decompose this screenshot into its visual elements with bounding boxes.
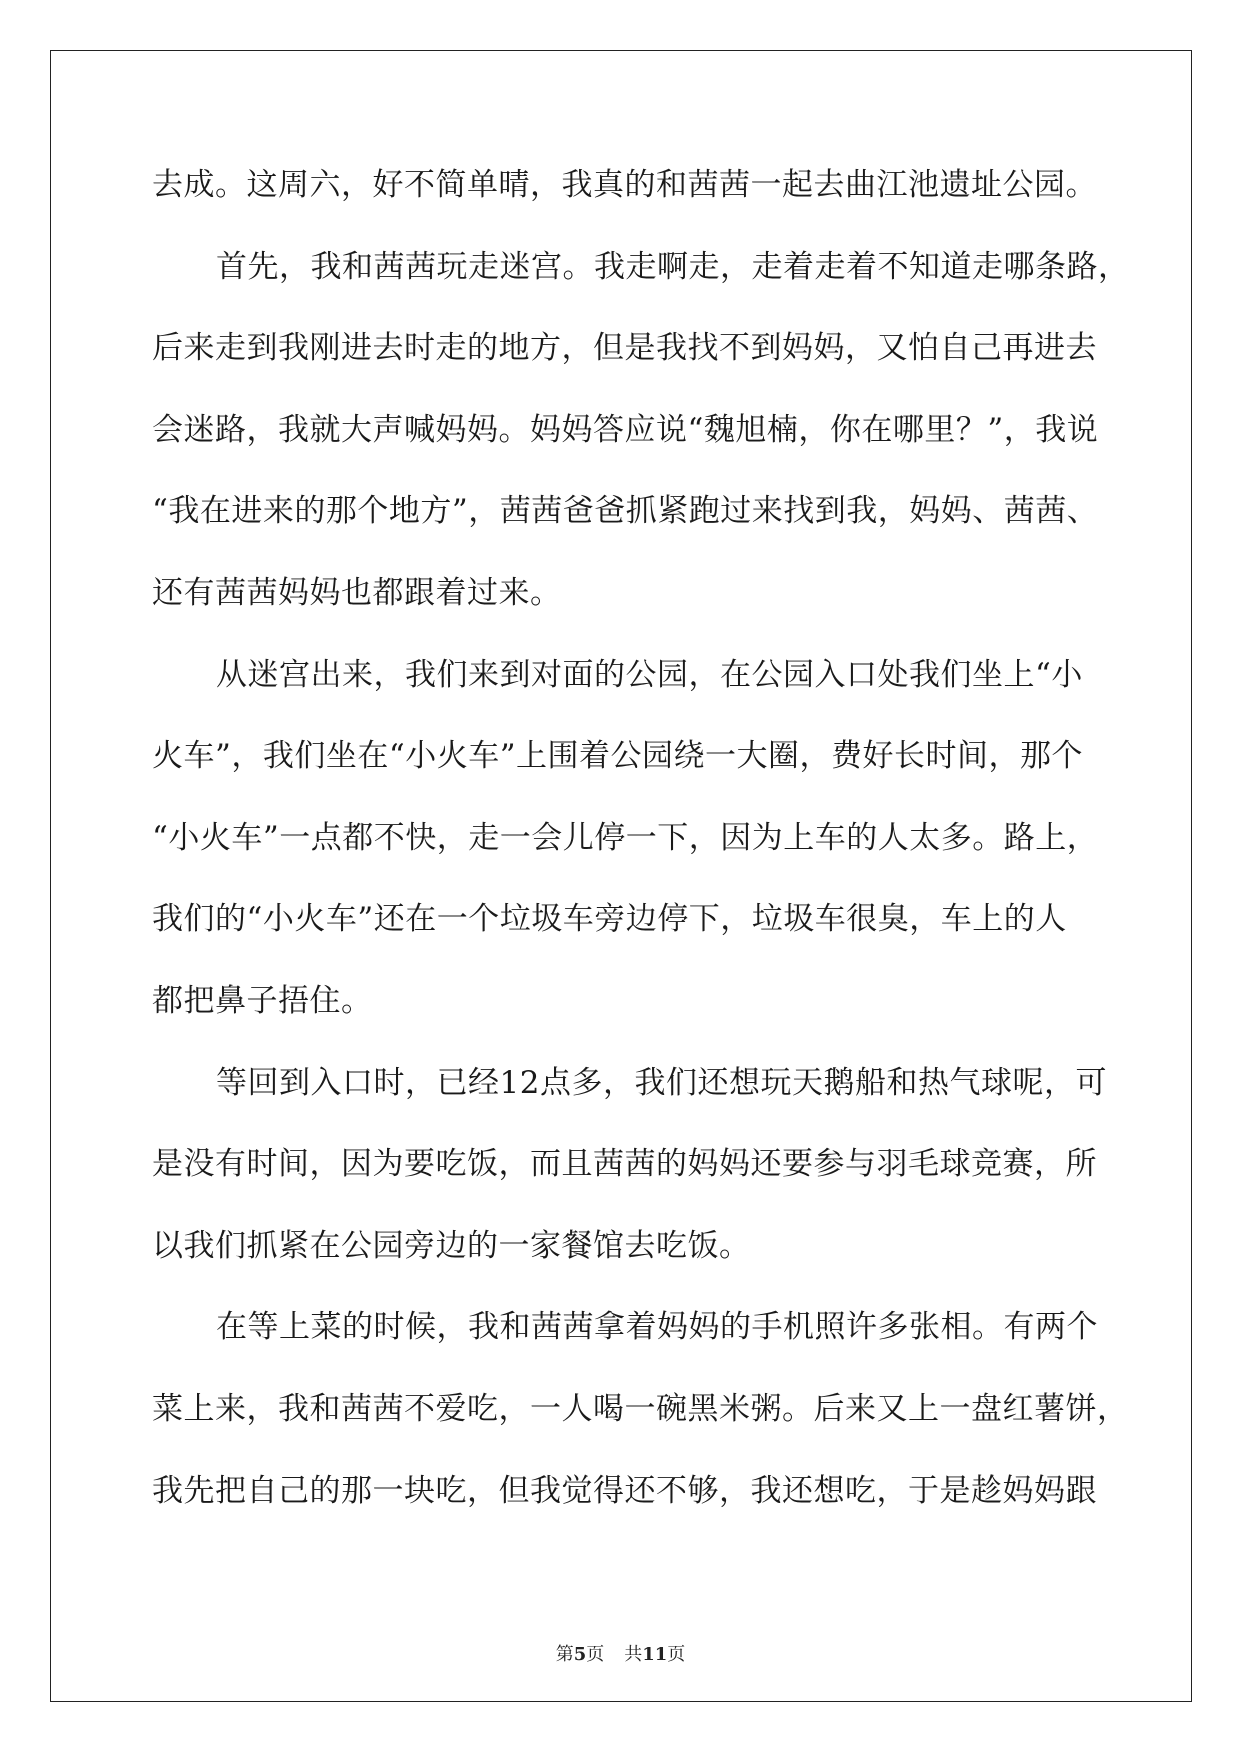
current-page-number: 5 bbox=[573, 1644, 587, 1665]
page-label-prefix: 第 bbox=[555, 1644, 574, 1665]
text-line-5: “我在进来的那个地方”，茜茜爸爸抓紧跑过来找到我，妈妈、茜茜、 bbox=[152, 493, 1099, 530]
text-line-14: 以我们抓紧在公园旁边的一家餐馆去吃饭。 bbox=[152, 1227, 751, 1264]
text-line-3: 后来走到我刚进去时走的地方，但是我找不到妈妈，又怕自己再进去 bbox=[152, 330, 1097, 367]
text-line-9: “小火车”一点都不快，走一会儿停一下，因为上车的人太多。路上， bbox=[152, 819, 1099, 856]
text-line-11: 都把鼻子捂住。 bbox=[152, 982, 373, 1019]
total-label-prefix: 共 bbox=[624, 1644, 643, 1665]
text-line-13: 是没有时间，因为要吃饭，而且茜茜的妈妈还要参与羽毛球竞赛，所 bbox=[152, 1146, 1097, 1183]
page-label-suffix: 页 bbox=[586, 1644, 605, 1665]
text-line-8: 火车”，我们坐在“小火车”上围着公园绕一大圈，费好长时间，那个 bbox=[152, 738, 1084, 775]
text-line-6: 还有茜茜妈妈也都跟着过来。 bbox=[152, 574, 562, 611]
text-line-10: 我们的“小火车”还在一个垃圾车旁边停下，垃圾车很臭，车上的人 bbox=[152, 901, 1067, 938]
text-line-4: 会迷路，我就大声喊妈妈。妈妈答应说“魏旭楠，你在哪里？”，我说 bbox=[152, 411, 1099, 448]
total-page-number: 11 bbox=[642, 1644, 668, 1665]
text-line-17: 我先把自己的那一块吃，但我觉得还不够，我还想吃，于是趁妈妈跟 bbox=[152, 1472, 1097, 1509]
text-line-16: 菜上来，我和茜茜不爱吃，一人喝一碗黑米粥。后来又上一盘红薯饼， bbox=[152, 1390, 1129, 1427]
page-footer bbox=[0, 1640, 1241, 1666]
total-label-suffix: 页 bbox=[667, 1644, 686, 1665]
text-line-2: 首先，我和茜茜玩走迷宫。我走啊走，走着走着不知道走哪条路， bbox=[216, 248, 1130, 285]
text-line-7: 从迷宫出来，我们来到对面的公园，在公园入口处我们坐上“小 bbox=[216, 656, 1083, 693]
text-line-12: 等回到入口时，已经12点多，我们还想玩天鹅船和热气球呢，可 bbox=[216, 1064, 1107, 1101]
text-line-1: 去成。这周六，好不简单晴，我真的和茜茜一起去曲江池遗址公园。 bbox=[152, 167, 1097, 203]
document-body bbox=[152, 165, 1130, 1552]
text-line-15: 在等上菜的时候，我和茜茜拿着妈妈的手机照许多张相。有两个 bbox=[216, 1309, 1098, 1346]
